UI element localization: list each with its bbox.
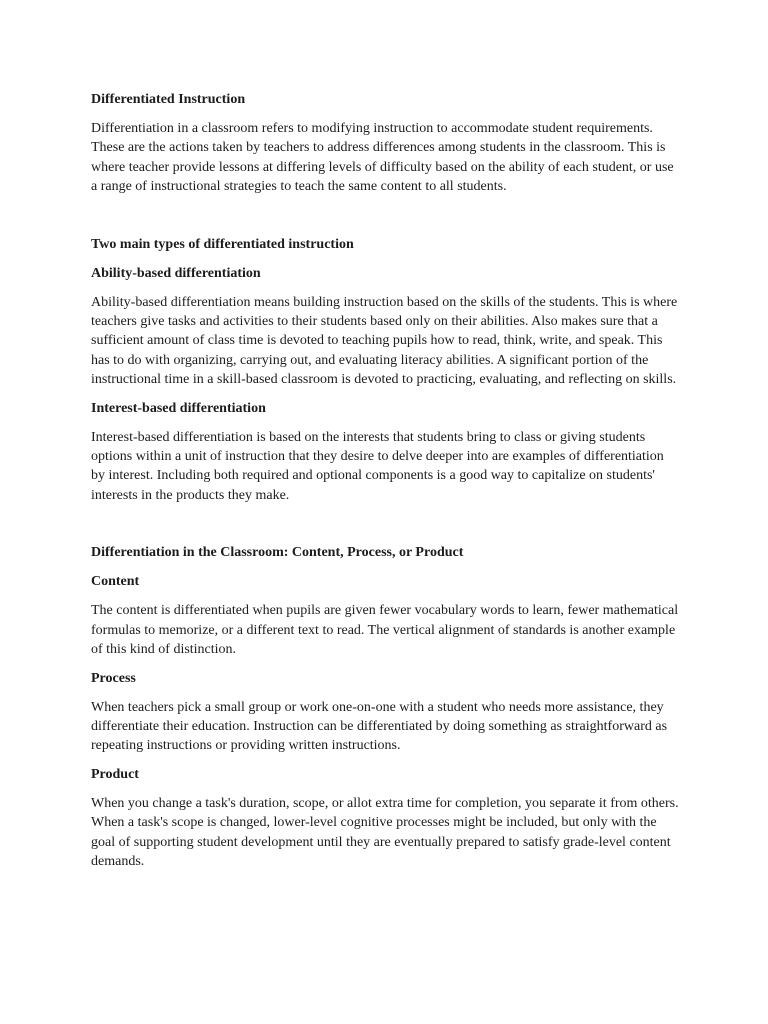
product-heading: Product (91, 766, 139, 782)
intro-paragraph: Differentiation in a classroom refers to modifying instruction to accommodate student requirements. These are the actions taken by teachers to address differences among students in the classroom. This is where teacher provide lessons at differing levels of difficulty based on the ability of each student, or use a range of instructional strategies to teach the same content to all students. (91, 121, 674, 195)
product-paragraph: When you change a task's duration, scope, or allot extra time for completion, you separate it from others. When a task's scope is changed, lower-level cognitive processes might be included, but only with the goal of supporting student development until they are eventually prepared to satisfy grade-level content demands. (91, 795, 679, 869)
interest-paragraph: Interest-based differentiation is based on the interests that students bring to class or giving students options within a unit of instruction that they desire to delve deeper into are examples of differentiation by interest. Including both required and optional components is a good way to capitalize on students' interests in the products they make. (91, 429, 664, 503)
content-heading: Content (91, 574, 140, 590)
process-heading: Process (91, 670, 136, 686)
section-spacer (91, 206, 681, 235)
types-heading: Two main types of differentiated instruction (91, 236, 354, 252)
interest-heading: Interest-based differentiation (91, 400, 266, 416)
document-page (91, 90, 681, 880)
classroom-heading: Differentiation in the Classroom: Content, Process, or Product (91, 545, 464, 561)
document-title: Differentiated Instruction (91, 92, 246, 107)
content-paragraph: The content is differentiated when pupils are given fewer vocabulary words to learn, fewer mathematical formulas to memorize, or a different text to read. The vertical alignment of standards is another example of this kind of distinction. (91, 603, 679, 658)
section-spacer (91, 514, 681, 543)
ability-paragraph: Ability-based differentiation means building instruction based on the skills of the students. This is where teachers give tasks and activities to their students based only on their abilities. Also makes sure that a sufficient amount of class time is devoted to teaching pupils how to read, think, write, and speak. This has to do with organizing, carrying out, and evaluating literacy abilities. A significant portion of the instructional time in a skill-based classroom is devoted to practicing, evaluating, and reflecting on skills. (91, 294, 678, 388)
process-paragraph: When teachers pick a small group or work one-on-one with a student who needs more assistance, they differentiate their education. Instruction can be differentiated by doing something as straightforward as repeating instructions or providing written instructions. (91, 699, 668, 754)
ability-heading: Ability-based differentiation (91, 265, 261, 281)
